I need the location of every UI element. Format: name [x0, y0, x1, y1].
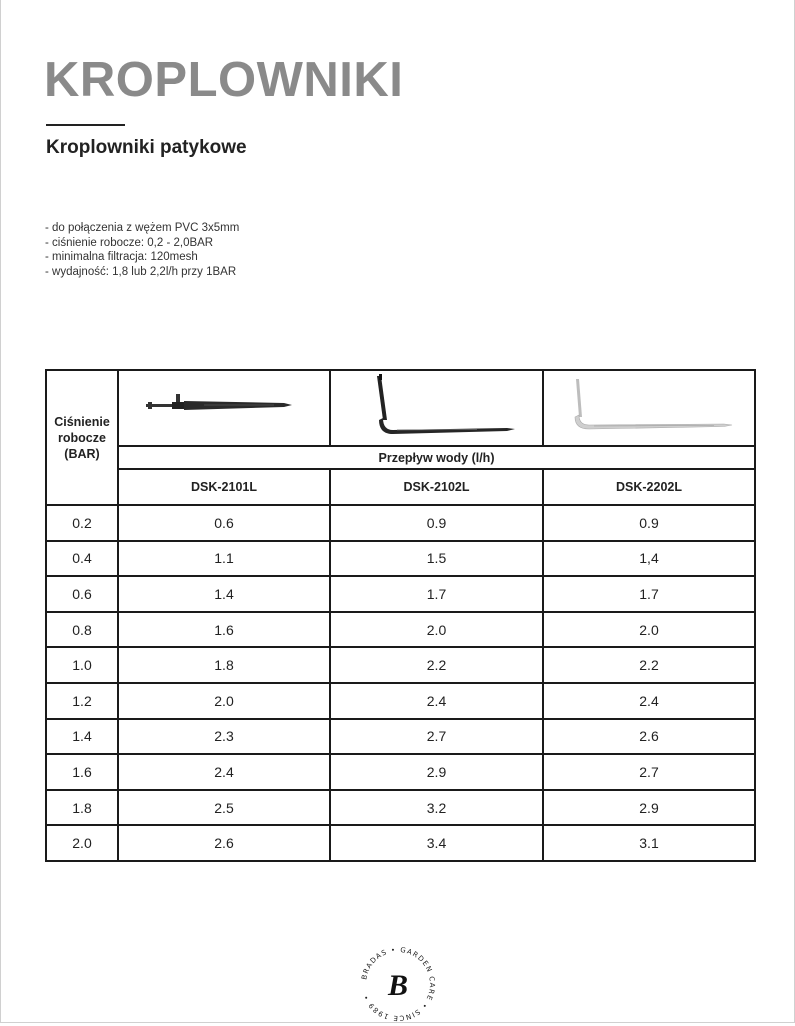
spec-item: - do połączenia z wężem PVC 3x5mm — [45, 222, 240, 234]
flow-cell: 1.7 — [543, 576, 755, 612]
flow-header: Przepływ wody (l/h) — [118, 446, 755, 469]
flow-cell: 1.8 — [118, 647, 330, 683]
product-image-dsk-2202l — [543, 370, 755, 446]
spec-item: - wydajność: 1,8 lub 2,2l/h przy 1BAR — [45, 265, 237, 278]
dripper-angled-light-icon — [564, 377, 734, 437]
flow-cell: 0.9 — [330, 505, 543, 541]
flow-cell: 0.6 — [118, 505, 330, 541]
spec-list — [45, 221, 239, 279]
dripper-straight-icon — [144, 387, 304, 427]
logo-letter: B — [387, 969, 409, 1002]
flow-cell: 2.9 — [543, 790, 755, 826]
flow-cell: 2.6 — [118, 825, 330, 861]
table-row — [46, 647, 755, 683]
page-subtitle: Kroplowniki patykowe — [46, 137, 247, 158]
pressure-cell: 1.0 — [46, 647, 118, 683]
pressure-header-line: Ciśnienie — [54, 414, 110, 429]
table-row — [46, 719, 755, 755]
flow-cell: 3.1 — [543, 825, 755, 861]
bradas-logo — [356, 942, 440, 1026]
flow-cell: 3.4 — [330, 825, 543, 861]
flow-cell: 3.2 — [330, 790, 543, 826]
model-header: DSK-2102L — [330, 469, 543, 505]
flow-cell: 1.7 — [330, 576, 543, 612]
logo-ring-text: BRADAS • GARDEN CARE • SINCE 1989 • — [360, 945, 437, 1023]
flow-cell: 2.6 — [543, 719, 755, 755]
flow-cell: 2.7 — [543, 754, 755, 790]
flow-cell: 2.2 — [543, 647, 755, 683]
flow-cell: 1,4 — [543, 541, 755, 577]
flow-cell: 1.5 — [330, 541, 543, 577]
pressure-header-line: robocze — [58, 430, 106, 445]
pressure-cell: 1.4 — [46, 719, 118, 755]
pressure-cell: 2.0 — [46, 825, 118, 861]
model-header: DSK-2202L — [543, 469, 755, 505]
table-row — [46, 505, 755, 541]
model-header: DSK-2101L — [118, 469, 330, 505]
product-image-dsk-2102l — [330, 370, 543, 446]
flow-cell: 2.4 — [543, 683, 755, 719]
flow-cell: 1.6 — [118, 612, 330, 648]
pressure-cell: 0.2 — [46, 505, 118, 541]
table-row — [46, 576, 755, 612]
flow-cell: 2.0 — [118, 683, 330, 719]
dripper-angled-icon — [357, 372, 517, 442]
table-row — [46, 825, 755, 861]
page-title: KROPLOWNIKI — [44, 53, 404, 107]
flow-cell: 2.0 — [330, 612, 543, 648]
pressure-header-line: (BAR) — [64, 446, 100, 461]
pressure-cell: 0.6 — [46, 576, 118, 612]
product-image-dsk-2101l — [118, 370, 330, 446]
pressure-cell: 1.6 — [46, 754, 118, 790]
flow-cell: 2.4 — [118, 754, 330, 790]
table-row — [46, 683, 755, 719]
flow-cell: 2.9 — [330, 754, 543, 790]
flow-cell: 1.4 — [118, 576, 330, 612]
pressure-cell: 1.8 — [46, 790, 118, 826]
flow-cell: 0.9 — [543, 505, 755, 541]
flow-cell: 2.7 — [330, 719, 543, 755]
spec-item: - ciśnienie robocze: 0,2 - 2,0BAR — [45, 236, 214, 249]
flow-rate-table — [45, 369, 756, 862]
spec-item: - minimalna filtracja: 120mesh — [45, 251, 198, 263]
flow-cell: 2.4 — [330, 683, 543, 719]
flow-cell: 2.3 — [118, 719, 330, 755]
pressure-cell: 1.2 — [46, 683, 118, 719]
flow-cell: 1.1 — [118, 541, 330, 577]
pressure-header — [46, 370, 118, 505]
flow-cell: 2.0 — [543, 612, 755, 648]
flow-cell: 2.5 — [118, 790, 330, 826]
table-row — [46, 790, 755, 826]
title-underline — [46, 124, 125, 126]
table-row — [46, 612, 755, 648]
flow-cell: 2.2 — [330, 647, 543, 683]
table-row — [46, 754, 755, 790]
pressure-cell: 0.8 — [46, 612, 118, 648]
pressure-cell: 0.4 — [46, 541, 118, 577]
table-row — [46, 541, 755, 577]
